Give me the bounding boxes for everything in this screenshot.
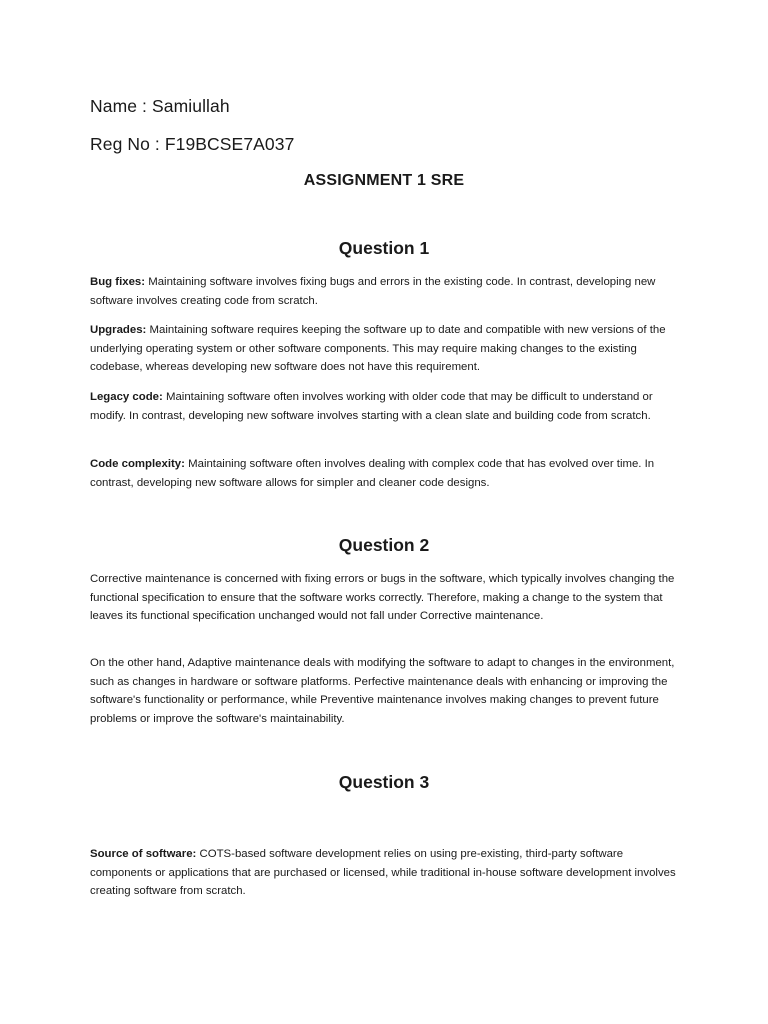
question-3-heading: Question 3 [338,772,430,792]
q3-item-term: Source of software: [90,848,197,860]
q1-item-term: Code complexity: [90,458,185,470]
question-1-heading: Question 1 [338,238,430,258]
registration-number: Reg No : F19BCSE7A037 [90,134,295,154]
q3-item-source-of-software [90,845,682,901]
assignment-title: ASSIGNMENT 1 SRE [303,172,465,189]
q3-item-text: COTS-based software development relies on using pre-existing, third-party software components or applications that are purchased or licensed, while traditional in-house software development involves creating software from scratch. [90,848,676,898]
q1-item-term: Bug fixes: [90,276,146,288]
q2-paragraph: Corrective maintenance is concerned with fixing errors or bugs in the software, which typically involves changing the functional specification to ensure that the software works correctly. Therefore, making a change to the system that leaves its functional specification unchanged would not fall under Corrective maintenance. [90,573,675,623]
q1-item-text: Maintaining software involves fixing bugs and errors in the existing code. In contrast, developing new software involves creating code from scratch. [90,276,656,307]
q1-item-text: Maintaining software often involves dealing with complex code that has evolved over time. In contrast, developing new software allows for simpler and cleaner code designs. [90,458,655,489]
question-2-heading: Question 2 [338,535,430,555]
q1-item-text: Maintaining software requires keeping the software up to date and compatible with new versions of the underlying operating system or other software components. This may require making changes to the existing codebase, whereas developing new software does not have this requirement. [90,324,666,374]
q1-item-legacy-code [90,388,682,425]
q2-paragraph: On the other hand, Adaptive maintenance deals with modifying the software to adapt to changes in the environment, such as changes in hardware or software platforms. Perfective maintenance deals with enhancing or improving the software's functionality or performance, while Preventive maintenance involves making changes to prevent future problems or improve the software's maintainability. [90,657,675,725]
q1-item-term: Upgrades: [90,324,147,336]
q1-item-code-complexity [90,455,682,492]
q1-item-upgrades [90,321,682,377]
q1-item-term: Legacy code: [90,391,163,403]
q1-item-bug-fixes [90,273,682,310]
q1-item-text: Maintaining software often involves working with older code that may be difficult to understand or modify. In contrast, developing new software involves starting with a clean slate and building code from scratch. [90,391,653,422]
student-name: Name : Samiullah [90,96,230,116]
